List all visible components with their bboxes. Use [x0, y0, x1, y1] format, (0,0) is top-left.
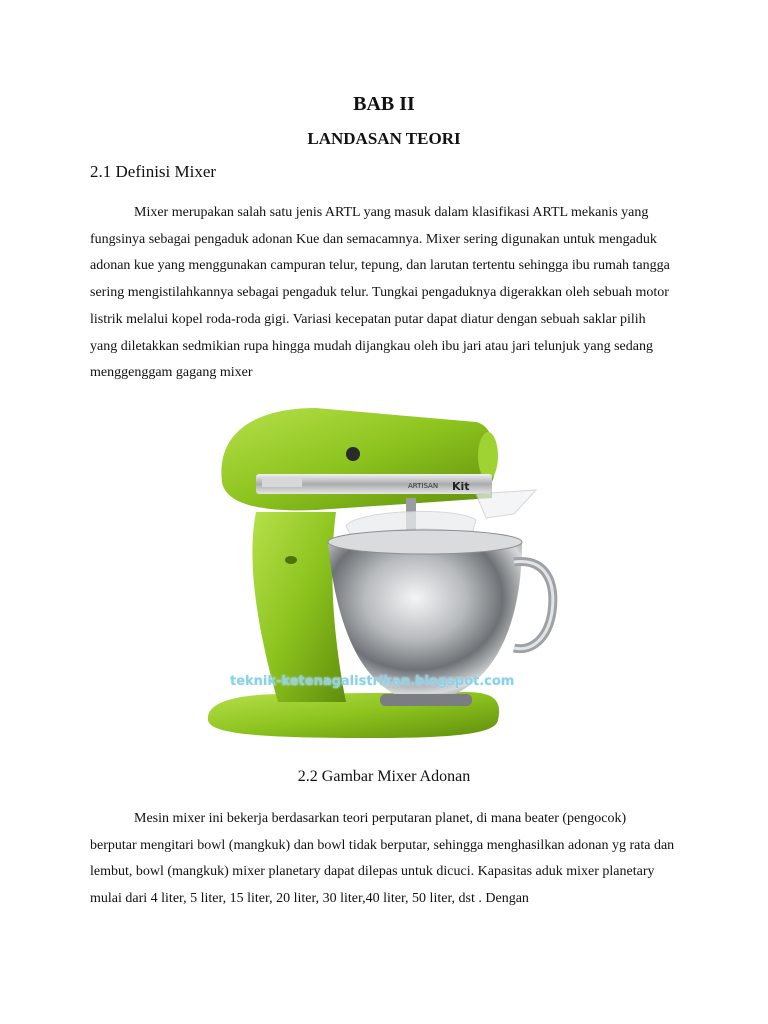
figure-caption: 2.2 Gambar Mixer Adonan: [297, 768, 471, 785]
chapter-subtitle: LANDASAN TEORI: [307, 129, 461, 148]
mixer-badge-text: ARTISAN: [408, 482, 439, 490]
paragraph-working-principle: Mesin mixer ini bekerja berdasarkan teori perputaran planet, di mana beater (pengocok) berputar mengitari bowl (mangkuk) dan bowl tidak berputar, sehingga menghasilkan adonan yg rata dan lembut, bowl (mangkuk) mixer planetary dapat dilepas untuk dicuci. Kapasitas aduk mixer planetary mulai dari 4 liter, 5 liter, 15 liter, 20 liter, 30 liter,40 liter, 50 liter, dst . Dengan: [90, 811, 675, 907]
mixer-figure: [196, 402, 566, 747]
section-heading: 2.1 Definisi Mixer: [90, 162, 217, 181]
mixer-brand-text: Kit: [452, 480, 470, 493]
paragraph-definition: Mixer merupakan salah satu jenis ARTL yang masuk dalam klasifikasi ARTL mekanis yang fungsinya sebagai pengaduk adonan Kue dan semacamnya. Mixer sering digunakan untuk mengaduk adonan kue yang menggunakan campuran telur, tepung, dan larutan tertentu sehingga ibu rumah tangga sering mengistilahkannya sebagai pengaduk telur. Tungkai pengaduknya digerakkan oleh sebuah motor listrik melalui kopel roda-roda gigi. Variasi kecepatan putar dapat diatur dengan sebuah saklar pilih yang diletakkan sedmikian rupa hingga mudah dijangkau oleh ibu jari atau jari telunjuk yang sedang menggenggam gagang mixer: [90, 205, 670, 381]
stand-mixer-illustration: [196, 402, 566, 747]
chapter-title: BAB II: [353, 93, 415, 115]
watermark-text: teknik-ketenagalistrikan.blogspot.com: [230, 674, 515, 689]
